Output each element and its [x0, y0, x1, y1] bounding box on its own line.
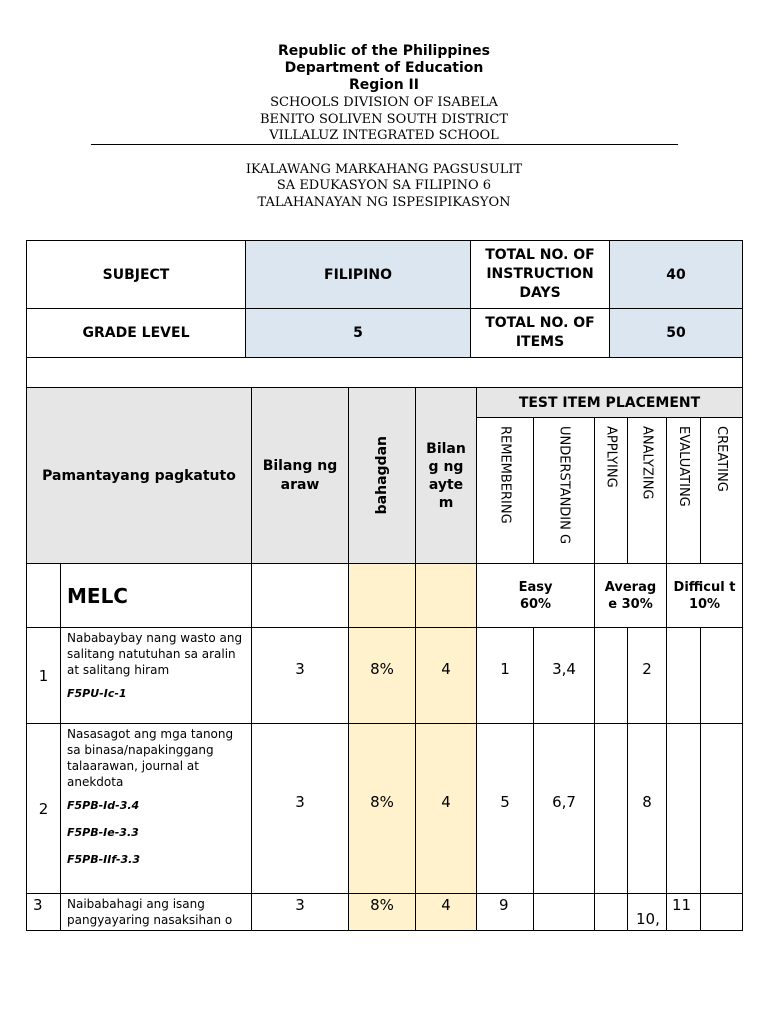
evaluating-label: EVALUATING: [676, 426, 691, 507]
days-cell: 3: [251, 627, 349, 724]
evaluating-cell: 11: [666, 893, 701, 931]
analyzing-label: ANALYZING: [639, 426, 655, 500]
understanding-cell: 3,4: [533, 627, 595, 724]
competency-code: F5PB-IIf-3.3: [67, 853, 141, 866]
days-cell: 3: [251, 893, 349, 931]
republic-line: Republic of the Philippines: [278, 43, 490, 59]
tos-title: TALAHANAYAN NG ISPESIPIKASYON: [257, 195, 511, 210]
test-item-placement-header: TEST ITEM PLACEMENT: [476, 387, 743, 418]
bahagdan-header: [348, 387, 416, 564]
understanding-header: [533, 417, 595, 564]
days-cell: 3: [251, 723, 349, 894]
creating-cell: [700, 627, 743, 724]
competency-cell: [60, 893, 252, 931]
remembering-cell: 5: [476, 723, 534, 894]
difficult-label: Difficul t 10%: [666, 563, 743, 628]
creating-cell: [700, 723, 743, 894]
total-items-value: 50: [609, 308, 743, 358]
competency-code: F5PB-Ie-3.3: [67, 826, 139, 839]
pamantayan-header: Pamantayang pagkatuto: [26, 387, 252, 564]
header-divider: [91, 144, 678, 145]
creating-header: [700, 417, 743, 564]
bahagdan-label: bahagdan: [374, 436, 390, 515]
understanding-cell: [533, 893, 595, 931]
melc-label: MELC: [60, 563, 252, 628]
melc-number-cell: [26, 563, 61, 628]
understanding-cell: 6,7: [533, 723, 595, 894]
instruction-days-value: 40: [609, 240, 743, 309]
melc-pct-cell: [348, 563, 416, 628]
subject-label: SUBJECT: [26, 240, 246, 309]
remembering-cell: 9: [476, 893, 534, 931]
average-label: Averag e 30%: [594, 563, 667, 628]
remembering-cell: 1: [476, 627, 534, 724]
row-number: 2: [26, 723, 61, 894]
division-line: SCHOOLS DIVISION OF ISABELA: [270, 95, 498, 110]
analyzing-cell: 2: [627, 627, 667, 724]
evaluating-cell: [666, 723, 701, 894]
applying-cell: [594, 723, 628, 894]
instruction-days-label: TOTAL NO. OF INSTRUCTION DAYS: [470, 240, 610, 309]
bilang-araw-header: Bilang ng araw: [251, 387, 349, 564]
creating-label: CREATING: [714, 426, 729, 492]
row-number: 3: [26, 893, 61, 931]
competency-cell: [60, 723, 252, 894]
competency-code: F5PU-Ic-1: [67, 687, 127, 700]
spacer-row: [26, 357, 743, 388]
school-line: VILLALUZ INTEGRATED SCHOOL: [269, 128, 499, 143]
region-line: Region II: [349, 77, 419, 93]
melc-days-cell: [251, 563, 349, 628]
pct-cell: 8%: [348, 893, 416, 931]
grade-level-value: 5: [245, 308, 471, 358]
competency-text: Nababaybay nang wasto ang salitang natutuhan sa aralin at salitang hiram: [67, 631, 243, 677]
total-items-label: TOTAL NO. OF ITEMS: [470, 308, 610, 358]
melc-items-cell: [415, 563, 477, 628]
competency-cell: [60, 627, 252, 724]
grade-level-label: GRADE LEVEL: [26, 308, 246, 358]
pct-cell: 8%: [348, 627, 416, 724]
remembering-label: REMEMBERING: [497, 426, 513, 524]
items-cell: 4: [415, 893, 477, 931]
subject-title: SA EDUKASYON SA FILIPINO 6: [276, 178, 492, 193]
creating-cell: [700, 893, 743, 931]
items-cell: 4: [415, 627, 477, 724]
competency-text: Naibabahagi ang isang pangyayaring nasaksihan o: [67, 897, 233, 927]
applying-label: APPLYING: [603, 426, 619, 488]
applying-header: [594, 417, 628, 564]
competency-code: F5PB-Id-3.4: [67, 799, 140, 812]
bilang-aytem-header: Bilan g ng ayte m: [415, 387, 477, 564]
district-line: BENITO SOLIVEN SOUTH DISTRICT: [259, 112, 509, 127]
analyzing-cell: 10,: [627, 893, 667, 931]
analyzing-header: [627, 417, 667, 564]
understanding-label: UNDERSTANDIN G: [556, 426, 572, 545]
competency-text: Nasasagot ang mga tanong sa binasa/napakinggang talaarawan, journal at anekdota: [67, 727, 234, 789]
exam-title: IKALAWANG MARKAHANG PAGSUSULIT: [245, 162, 523, 177]
pct-cell: 8%: [348, 723, 416, 894]
applying-cell: [594, 627, 628, 724]
department-line: Department of Education: [284, 60, 484, 76]
evaluating-cell: [666, 627, 701, 724]
easy-label: Easy 60%: [476, 563, 595, 628]
evaluating-header: [666, 417, 701, 564]
applying-cell: [594, 893, 628, 931]
subject-value: FILIPINO: [245, 240, 471, 309]
items-cell: 4: [415, 723, 477, 894]
analyzing-cell: 8: [627, 723, 667, 894]
row-number: 1: [26, 627, 61, 724]
remembering-header: [476, 417, 534, 564]
